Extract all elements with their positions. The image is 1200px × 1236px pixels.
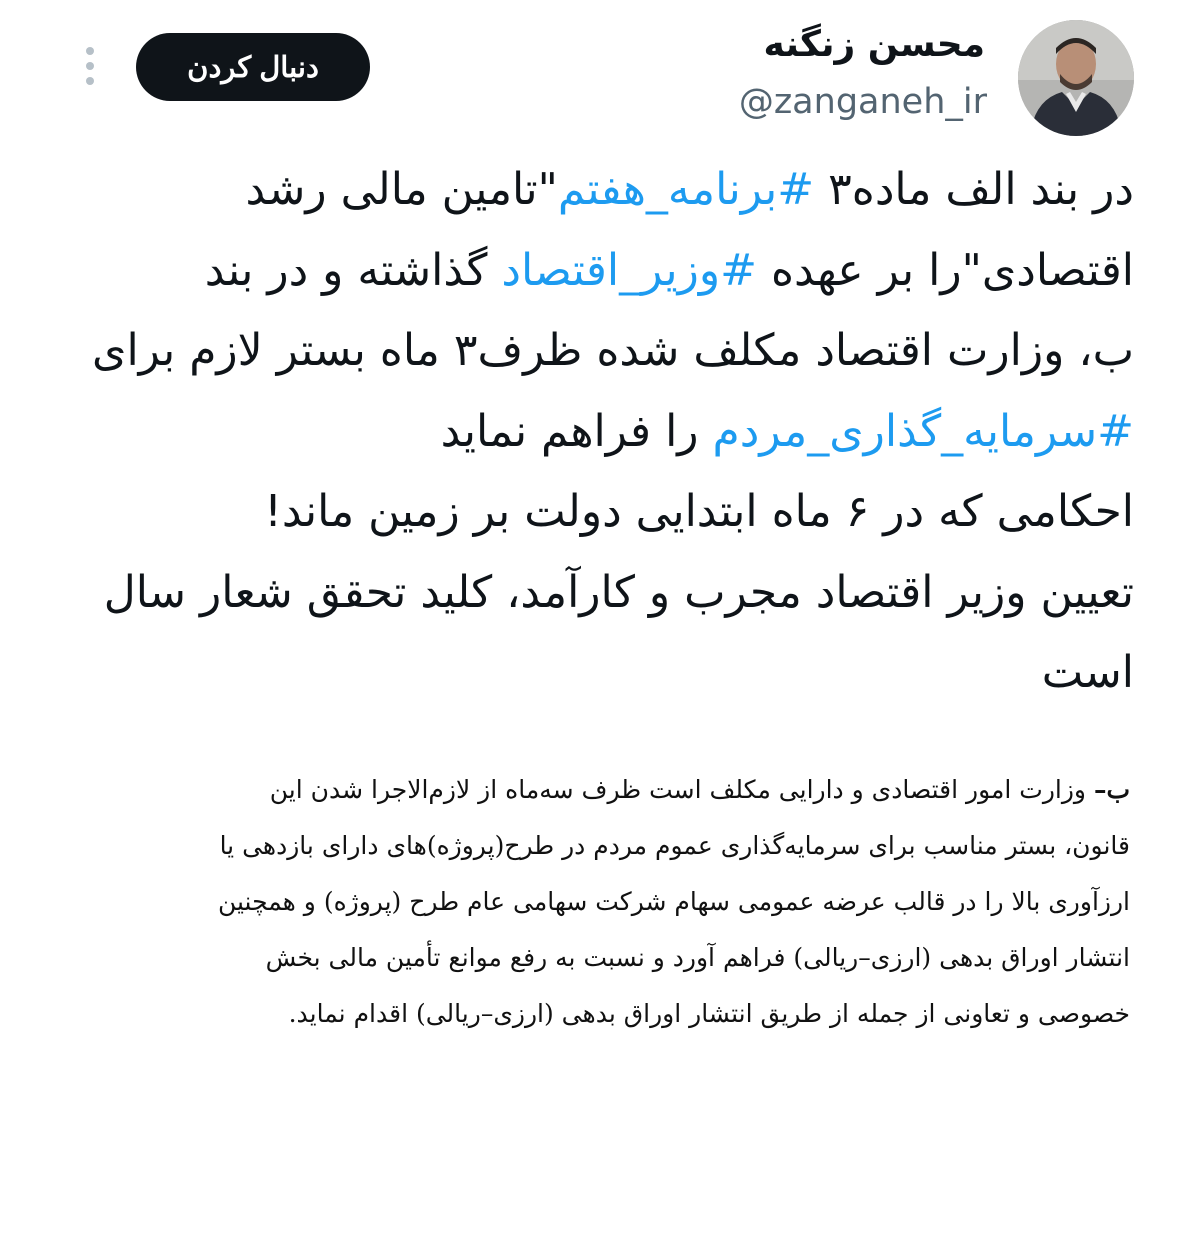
tweet-text-segment: احکامی که در ۶ ماه ابتدایی دولت بر زمین ماند!	[264, 486, 1134, 537]
document-line-text: ارزآوری بالا را در قالب عرضه عمومی سهام شرکت سهامی عام طرح (پروژه) و همچنین	[217, 887, 1130, 916]
tweet-line	[70, 472, 1134, 553]
author-handle[interactable]: @zanganeh_ir	[738, 82, 987, 122]
tweet-line	[70, 392, 1134, 473]
document-line	[70, 930, 1130, 986]
document-text	[70, 762, 1130, 1042]
tweet-text-segment: اقتصادی"را بر عهده	[756, 244, 1134, 296]
hashtag-link[interactable]: #برنامه_هفتم	[557, 164, 815, 215]
hashtag-link[interactable]: #وزیر_اقتصاد	[501, 244, 757, 296]
tweet-line	[70, 553, 1134, 634]
tweet-text	[70, 150, 1134, 714]
tweet-line	[70, 311, 1134, 392]
hashtag-link[interactable]: #سرمایه_گذاری_مردم	[712, 405, 1134, 457]
author-name[interactable]: محسن زنگنه	[763, 24, 985, 65]
avatar-photo	[1018, 20, 1134, 136]
tweet-text-segment: "تامین مالی رشد	[245, 164, 558, 215]
document-line	[70, 986, 1130, 1042]
document-line	[70, 818, 1130, 874]
document-clause-label: ب–	[1093, 775, 1130, 804]
tweet-line	[70, 633, 1134, 714]
document-line-text: خصوصی و تعاونی از جمله از طریق انتشار اوراق بدهی (ارزی–ریالی) اقدام نماید.	[288, 999, 1130, 1028]
attached-document-image[interactable]	[70, 760, 1134, 1160]
more-vertical-icon[interactable]	[80, 44, 100, 88]
tweet-line	[70, 150, 1134, 231]
avatar[interactable]	[1018, 20, 1134, 136]
tweet-text-segment: را فراهم نماید	[440, 405, 713, 457]
document-line-text: انتشار اوراق بدهی (ارزی–ریالی) فراهم آورد و نسبت به رفع موانع تأمین مالی بخش	[265, 943, 1130, 972]
tweet-text-segment: تعیین وزیر اقتصاد مجرب و کارآمد، کلید تحقق شعار سال	[103, 566, 1134, 618]
tweet-line	[70, 231, 1134, 312]
document-line-text: وزارت امور اقتصادی و دارایی مکلف است ظرف سه‌ماه از لازم‌الاجرا شدن این	[269, 775, 1094, 804]
document-line	[70, 762, 1130, 818]
tweet-text-segment: ب، وزارت اقتصاد مکلف شده ظرف۳ ماه بستر لازم برای	[92, 325, 1134, 376]
tweet-text-segment: گذاشته و در بند	[204, 244, 502, 296]
follow-button[interactable]: دنبال کردن	[136, 33, 370, 101]
tweet-text-segment: در بند الف ماده۳	[814, 164, 1134, 215]
tweet-text-segment: است	[1041, 647, 1134, 698]
document-line-text: قانون، بستر مناسب برای سرمایه‌گذاری عموم مردم در طرح(پروژه)های دارای بازدهی یا	[219, 831, 1130, 860]
document-line	[70, 874, 1130, 930]
